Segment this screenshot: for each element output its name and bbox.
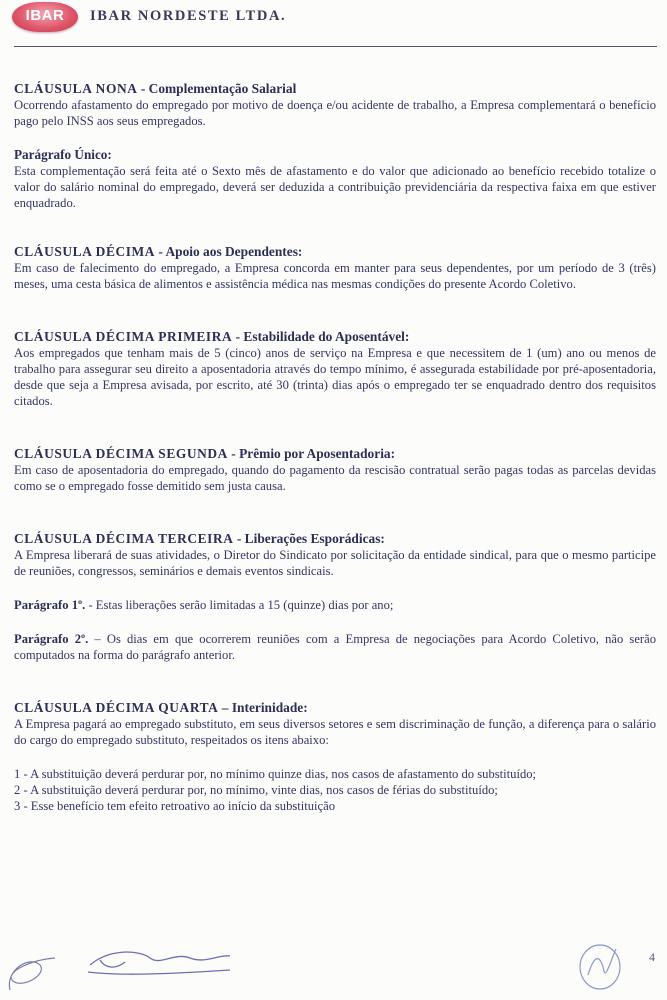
clause-subject: - Prêmio por Aposentadoria: <box>227 446 396 461</box>
paragraph-title: Parágrafo Único: <box>14 147 112 162</box>
clause-name: CLÁUSULA DÉCIMA PRIMEIRA <box>14 329 233 344</box>
paragraph-text: - Estas liberações serão limitadas a 15 (quinze) dias por ano; <box>85 598 394 612</box>
header-divider <box>14 46 657 47</box>
clause-title <box>14 530 656 547</box>
list-item: 2 - A substituição deverá perdurar por, no mínimo, vinte dias, nos casos de férias do substituído; <box>14 783 498 797</box>
clause-nona <box>14 80 656 211</box>
clause-body: Em caso de aposentadoria do empregado, quando do pagamento da rescisão contratual serão pagas todas as parcelas devidas como se o empregado fosse demitido sem justa causa. <box>14 463 656 493</box>
clause-name: CLÁUSULA NONA <box>14 81 138 96</box>
paragraph-label: Parágrafo 2º. <box>14 632 89 646</box>
clause-title <box>14 328 656 345</box>
clause-decima-terceira <box>14 530 656 663</box>
paragraph-text: – Os dias em que ocorrerem reuniões com a Empresa de negociações para Acordo Coletivo, não serão computados na forma do parágrafo anterior. <box>14 632 656 662</box>
page-header <box>0 0 667 52</box>
clause-name: CLÁUSULA DÉCIMA <box>14 244 156 259</box>
paragraph-2 <box>14 631 656 663</box>
clause-body: A Empresa pagará ao empregado substituto, em seus diversos setores e sem discriminação de função, a diferença para o salário do cargo do empregado substituto, respeitados os itens abaixo: <box>14 717 656 747</box>
clause-body: Aos empregados que tenham mais de 5 (cinco) anos de serviço na Empresa e que necessitem de 1 (um) ano ou menos de trabalho para assegurar seu direito a aposentadoria através do tempo mínimo, é assegurada estabilidade por pré-aposentadoria, desde que seja a Empresa avisada, por escrito, até 30 (trinta) dias após o empregado ter se enquadrado dentro dos requisitos citados. <box>14 346 656 408</box>
paragraph-1 <box>14 597 656 613</box>
list-item: 3 - Esse benefício tem efeito retroativo ao início da substituição <box>14 799 336 813</box>
clause-subject: - Liberações Esporádicas: <box>233 531 385 546</box>
company-name: IBAR NORDESTE LTDA. <box>90 8 287 24</box>
clause-decima-quarta <box>14 699 656 814</box>
clause-decima-primeira <box>14 328 656 409</box>
signature-middle <box>80 940 240 985</box>
clause-body: Ocorrendo afastamento do empregado por motivo de doença e/ou acidente de trabalho, a Empresa complementará o benefício pago pelo INSS aos seus empregados. <box>14 98 656 128</box>
clause-subject: - Estabilidade do Aposentável: <box>232 329 410 344</box>
paragraph-label: Parágrafo 1º. <box>14 598 86 612</box>
clause-body: Em caso de falecimento do empregado, a Empresa concorda em manter para seus dependentes, por um período de 3 (três) meses, uma cesta básica de alimentos e assistência médica nas mesmas condições do presente Acordo Coletivo. <box>14 261 656 291</box>
clause-title <box>14 80 656 97</box>
clause-decima-segunda <box>14 445 656 494</box>
list-item: 1 - A substituição deverá perdurar por, no mínimo quinze dias, nos casos de afastamento do substituído; <box>14 767 537 781</box>
clause-name: CLÁUSULA DÉCIMA SEGUNDA <box>14 446 228 461</box>
clause-title <box>14 699 656 716</box>
signature-right <box>570 935 630 995</box>
paragraph-body: Esta complementação será feita até o Sexto mês de afastamento e do valor que adicionado ao benefício recebido totalize o valor do salário nominal do empregado, deverá ser deduzida a contribuição previdenciária da respectiva faixa em que estiver enquadrado. <box>14 164 656 210</box>
clause-decima <box>14 243 656 292</box>
signature-left <box>0 930 70 1000</box>
clause-subject: – Interinidade: <box>218 700 308 715</box>
clause-title <box>14 445 656 462</box>
page-number: 4 <box>649 950 655 964</box>
company-logo <box>12 2 78 32</box>
clause-title <box>14 243 656 260</box>
logo-text: IBAR <box>25 7 65 24</box>
clause-body: A Empresa liberará de suas atividades, o Diretor do Sindicato por solicitação da entidade sindical, para que o mesmo participe de reuniões, congressos, seminários e demais eventos sindicais. <box>14 548 656 578</box>
document-body <box>14 80 656 814</box>
clause-name: CLÁUSULA DÉCIMA TERCEIRA <box>14 531 234 546</box>
clause-subject: - Apoio aos Dependentes: <box>155 244 303 259</box>
clause-name: CLÁUSULA DÉCIMA QUARTA <box>14 700 219 715</box>
clause-subject: - Complementação Salarial <box>137 81 297 96</box>
